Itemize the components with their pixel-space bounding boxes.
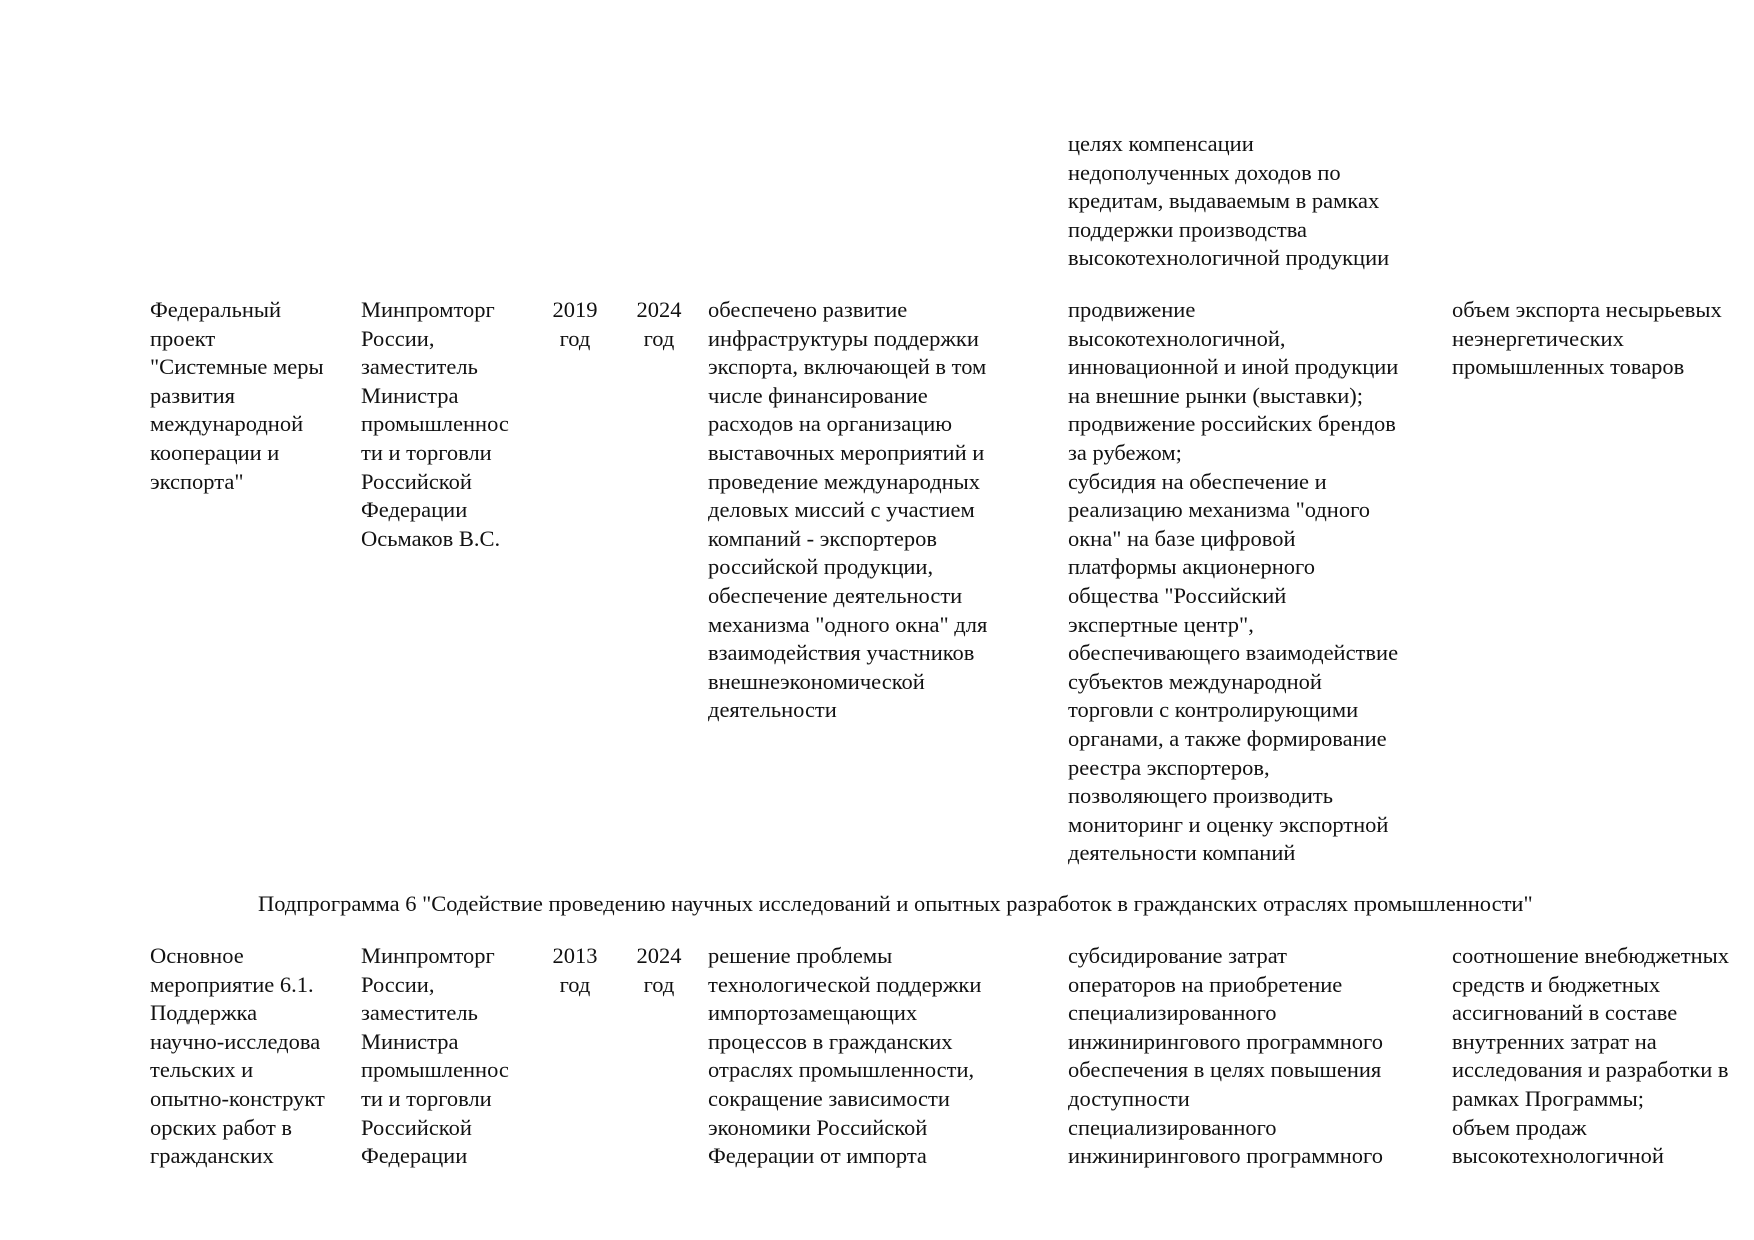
- text-line: 2013: [552, 943, 598, 968]
- text-line: инжинирингового программного: [1068, 1028, 1383, 1054]
- text-line: год: [643, 971, 675, 997]
- text-line: высокотехнологичной: [1452, 1143, 1664, 1169]
- text-line: средств и бюджетных: [1452, 971, 1661, 997]
- text-line: специализированного: [1068, 1000, 1277, 1026]
- text-line: поддержки производства: [1068, 216, 1308, 242]
- text-line: опытно-конструкт: [150, 1085, 325, 1111]
- text-line: гражданских: [150, 1143, 274, 1169]
- text-line: кредитам, выдаваемым в рамках: [1068, 188, 1380, 214]
- text-line: соотношение внебюджетных: [1452, 943, 1730, 968]
- text-line: России,: [361, 971, 435, 997]
- text-line: импортозамещающих: [708, 1000, 918, 1026]
- text-line: процессов в гражданских: [708, 1028, 953, 1054]
- text-line: Минпромторг: [361, 943, 495, 968]
- text-line: сокращение зависимости: [708, 1085, 950, 1111]
- text-line: 2024: [636, 943, 682, 968]
- text-line: проект: [150, 325, 216, 351]
- text-line: Федеральный: [150, 297, 282, 322]
- text-line: выставочных мероприятий и: [708, 439, 985, 465]
- text-line: на внешние рынки (выставки);: [1068, 382, 1363, 408]
- text-line: ти и торговли: [361, 439, 492, 465]
- text-line: экспорта": [150, 468, 244, 494]
- start-year-cell: [540, 296, 610, 353]
- text-line: экономики Российской: [708, 1114, 928, 1140]
- text-line: субсидия на обеспечение и: [1068, 468, 1327, 494]
- text-line: реализацию механизма "одного: [1068, 497, 1371, 523]
- measures-cell: [1068, 296, 1398, 868]
- text-line: промышленных товаров: [1452, 354, 1685, 380]
- text-line: Осьмаков В.С.: [361, 525, 501, 551]
- responsible-cell: [361, 296, 509, 553]
- text-line: Основное: [150, 943, 244, 968]
- indicators-cell: [1452, 942, 1729, 1171]
- text-line: инжинирингового программного: [1068, 1143, 1383, 1169]
- text-line: обеспечено развитие: [708, 297, 908, 322]
- text-line: кооперации и: [150, 439, 280, 465]
- text-line: общества "Российский: [1068, 582, 1287, 608]
- text-line: взаимодействия участников: [708, 640, 975, 666]
- text-line: Российской: [361, 1114, 472, 1140]
- text-line: Министра: [361, 1028, 459, 1054]
- text-line: России,: [361, 325, 435, 351]
- text-line: "Системные меры: [150, 354, 324, 380]
- expected-result-cell: [708, 942, 981, 1171]
- text-line: субсидирование затрат: [1068, 943, 1288, 968]
- text-line: ассигнований в составе: [1452, 1000, 1678, 1026]
- text-line: реестра экспортеров,: [1068, 754, 1270, 780]
- text-line: рамках Программы;: [1452, 1085, 1644, 1111]
- text-line: экспертные центр",: [1068, 611, 1254, 637]
- text-line: обеспечение деятельности: [708, 582, 963, 608]
- text-line: высокотехнологичной,: [1068, 325, 1286, 351]
- text-line: механизма "одного окна" для: [708, 611, 988, 637]
- text-line: 2024: [636, 297, 682, 322]
- text-line: Министра: [361, 382, 459, 408]
- text-line: промышленнос: [361, 411, 509, 437]
- text-line: объем экспорта несырьевых: [1452, 297, 1722, 322]
- event-name-cell: [150, 296, 324, 496]
- text-line: мониторинг и оценку экспортной: [1068, 811, 1389, 837]
- text-line: заместитель: [361, 1000, 478, 1026]
- text-line: окна" на базе цифровой: [1068, 525, 1296, 551]
- text-line: позволяющего производить: [1068, 783, 1333, 809]
- indicators-cell: [1452, 296, 1722, 382]
- text-line: недополученных доходов по: [1068, 159, 1341, 185]
- text-line: Российской: [361, 468, 472, 494]
- text-line: Федерации от импорта: [708, 1143, 927, 1169]
- text-line: продвижение российских брендов: [1068, 411, 1396, 437]
- text-line: доступности: [1068, 1085, 1190, 1111]
- text-line: Поддержка: [150, 1000, 258, 1026]
- responsible-cell: [361, 942, 509, 1171]
- text-line: числе финансирование: [708, 382, 928, 408]
- text-line: целях компенсации: [1068, 131, 1254, 156]
- text-line: российской продукции,: [708, 554, 934, 580]
- text-line: орских работ в: [150, 1114, 293, 1140]
- text-line: Минпромторг: [361, 297, 495, 322]
- text-line: специализированного: [1068, 1114, 1277, 1140]
- text-line: операторов на приобретение: [1068, 971, 1343, 997]
- text-line: 2019: [552, 297, 598, 322]
- text-line: деятельности: [708, 697, 837, 723]
- text-line: промышленнос: [361, 1057, 509, 1083]
- text-line: инновационной и иной продукции: [1068, 354, 1399, 380]
- text-line: научно-исследова: [150, 1028, 321, 1054]
- text-line: исследования и разработки в: [1452, 1057, 1729, 1083]
- expected-result-cell: [708, 296, 987, 725]
- text-line: высокотехнологичной продукции: [1068, 245, 1390, 271]
- end-year-cell: [624, 942, 694, 999]
- event-name-cell: [150, 942, 325, 1171]
- continuation-measures-cell: [1068, 130, 1389, 273]
- text-line: решение проблемы: [708, 943, 893, 968]
- text-line: экспорта, включающей в том: [708, 354, 987, 380]
- text-line: Федерации: [361, 1143, 468, 1169]
- text-line: Федерации: [361, 497, 468, 523]
- text-line: тельских и: [150, 1057, 254, 1083]
- text-line: неэнергетических: [1452, 325, 1624, 351]
- text-line: год: [559, 325, 591, 351]
- end-year-cell: [624, 296, 694, 353]
- text-line: ти и торговли: [361, 1085, 492, 1111]
- text-line: продвижение: [1068, 297, 1196, 322]
- text-line: внутренних затрат на: [1452, 1028, 1657, 1054]
- subprogram-heading: Подпрограмма 6 "Содействие проведению научных исследований и опытных разработок в гражданских отраслях промышленности": [258, 891, 1533, 916]
- text-line: органами, а также формирование: [1068, 725, 1387, 751]
- text-line: год: [559, 971, 591, 997]
- text-line: деловых миссий с участием: [708, 497, 975, 523]
- text-line: платформы акционерного: [1068, 554, 1315, 580]
- text-line: расходов на организацию: [708, 411, 953, 437]
- text-line: субъектов международной: [1068, 668, 1322, 694]
- text-line: отраслях промышленности,: [708, 1057, 975, 1083]
- text-line: международной: [150, 411, 304, 437]
- text-line: деятельности компаний: [1068, 840, 1296, 866]
- text-line: проведение международных: [708, 468, 981, 494]
- text-line: мероприятие 6.1.: [150, 971, 314, 997]
- text-line: год: [643, 325, 675, 351]
- start-year-cell: [540, 942, 610, 999]
- text-line: обеспечения в целях повышения: [1068, 1057, 1382, 1083]
- text-line: обеспечивающего взаимодействие: [1068, 640, 1399, 666]
- text-line: объем продаж: [1452, 1114, 1587, 1140]
- text-line: заместитель: [361, 354, 478, 380]
- text-line: торговли с контролирующими: [1068, 697, 1359, 723]
- measures-cell: [1068, 942, 1383, 1171]
- text-line: компаний - экспортеров: [708, 525, 937, 551]
- text-line: инфраструктуры поддержки: [708, 325, 979, 351]
- text-line: технологической поддержки: [708, 971, 982, 997]
- text-line: развития: [150, 382, 236, 408]
- text-line: за рубежом;: [1068, 439, 1182, 465]
- text-line: внешнеэкономической: [708, 668, 925, 694]
